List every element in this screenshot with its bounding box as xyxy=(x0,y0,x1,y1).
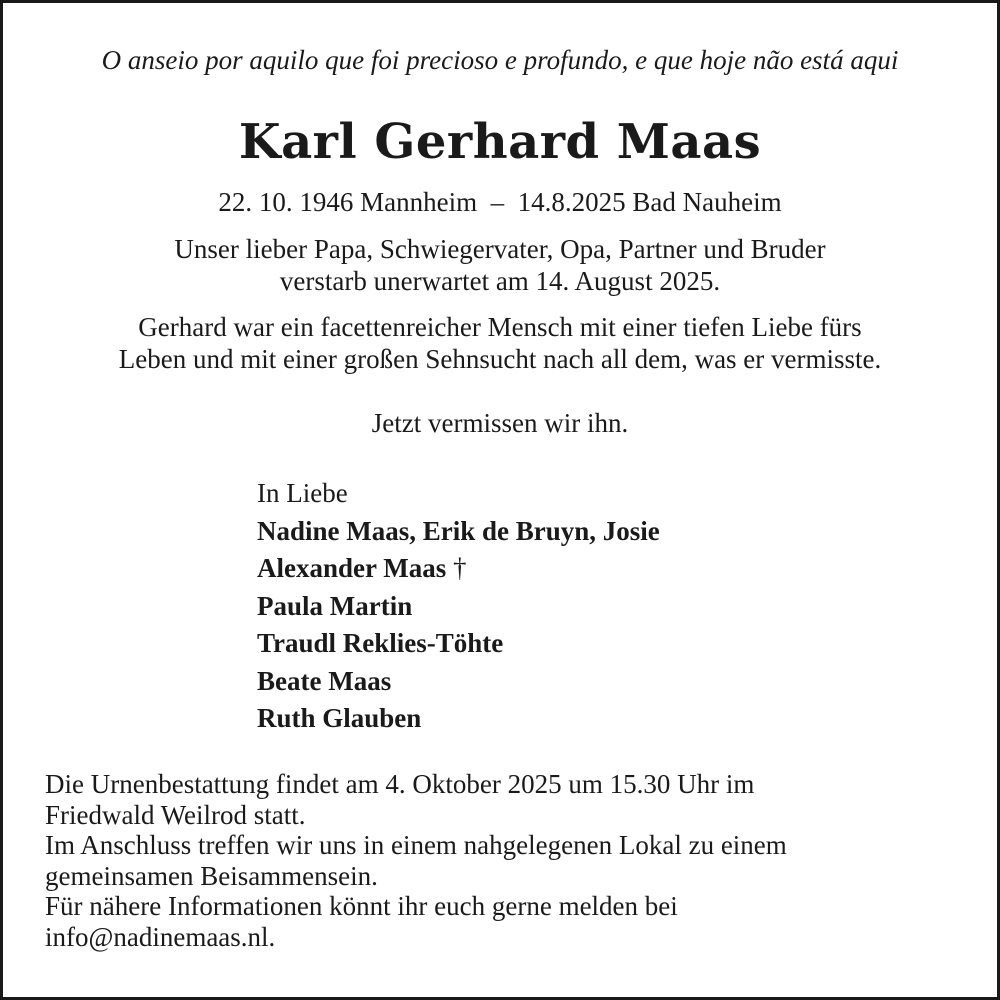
tribute-line: Gerhard war ein facettenreicher Mensch mit einer tiefen Liebe fürs xyxy=(138,312,862,342)
missing-statement: Jetzt vermissen wir ihn. xyxy=(371,408,629,438)
funeral-info-line: Die Urnenbestattung findet am 4. Oktober 2025 um 15.30 Uhr im xyxy=(45,769,755,799)
mourner-name: Ruth Glauben xyxy=(257,703,422,733)
life-dates: 22. 10. 1946 Mannheim – 14.8.2025 Bad Nauheim xyxy=(218,187,782,217)
mourner-name: Traudl Reklies-Töhte xyxy=(257,628,504,658)
contact-email: info@nadinemaas.nl. xyxy=(45,921,276,952)
mourner-name: Beate Maas xyxy=(257,665,392,696)
mourners-intro: In Liebe xyxy=(257,478,348,508)
deceased-name: Karl Gerhard Maas xyxy=(238,114,762,170)
announcement-line: Unser lieber Papa, Schwiegervater, Opa, Partner und Bruder xyxy=(174,234,826,264)
tribute-line: Leben und mit einer großen Sehnsucht nach all dem, was er vermisste. xyxy=(118,344,882,374)
funeral-info-line: Für nähere Informationen könnt ihr euch gerne melden bei xyxy=(45,891,678,921)
death-announcement xyxy=(3,233,997,297)
announcement-line: verstarb unerwartet am 14. August 2025. xyxy=(279,266,721,296)
mourner-name: Paula Martin xyxy=(257,590,413,621)
funeral-information xyxy=(45,769,967,952)
mourners-list xyxy=(257,475,660,738)
funeral-info-line: gemeinsamen Beisammensein. xyxy=(45,860,378,891)
mourner-name: Nadine Maas, Erik de Bruyn, Josie xyxy=(257,515,660,546)
mourner-name-text: Alexander Maas xyxy=(257,553,447,583)
mourner-name-deceased xyxy=(257,550,660,588)
funeral-info-line: Friedwald Weilrod statt. xyxy=(45,799,306,830)
funeral-info-line: Im Anschluss treffen wir uns in einem nahgelegenen Lokal zu einem xyxy=(45,830,787,860)
motto: O anseio por aquilo que foi precioso e profundo, e que hoje não está aqui xyxy=(101,45,899,75)
cross-icon: † xyxy=(453,553,467,583)
tribute-paragraph xyxy=(3,311,997,375)
